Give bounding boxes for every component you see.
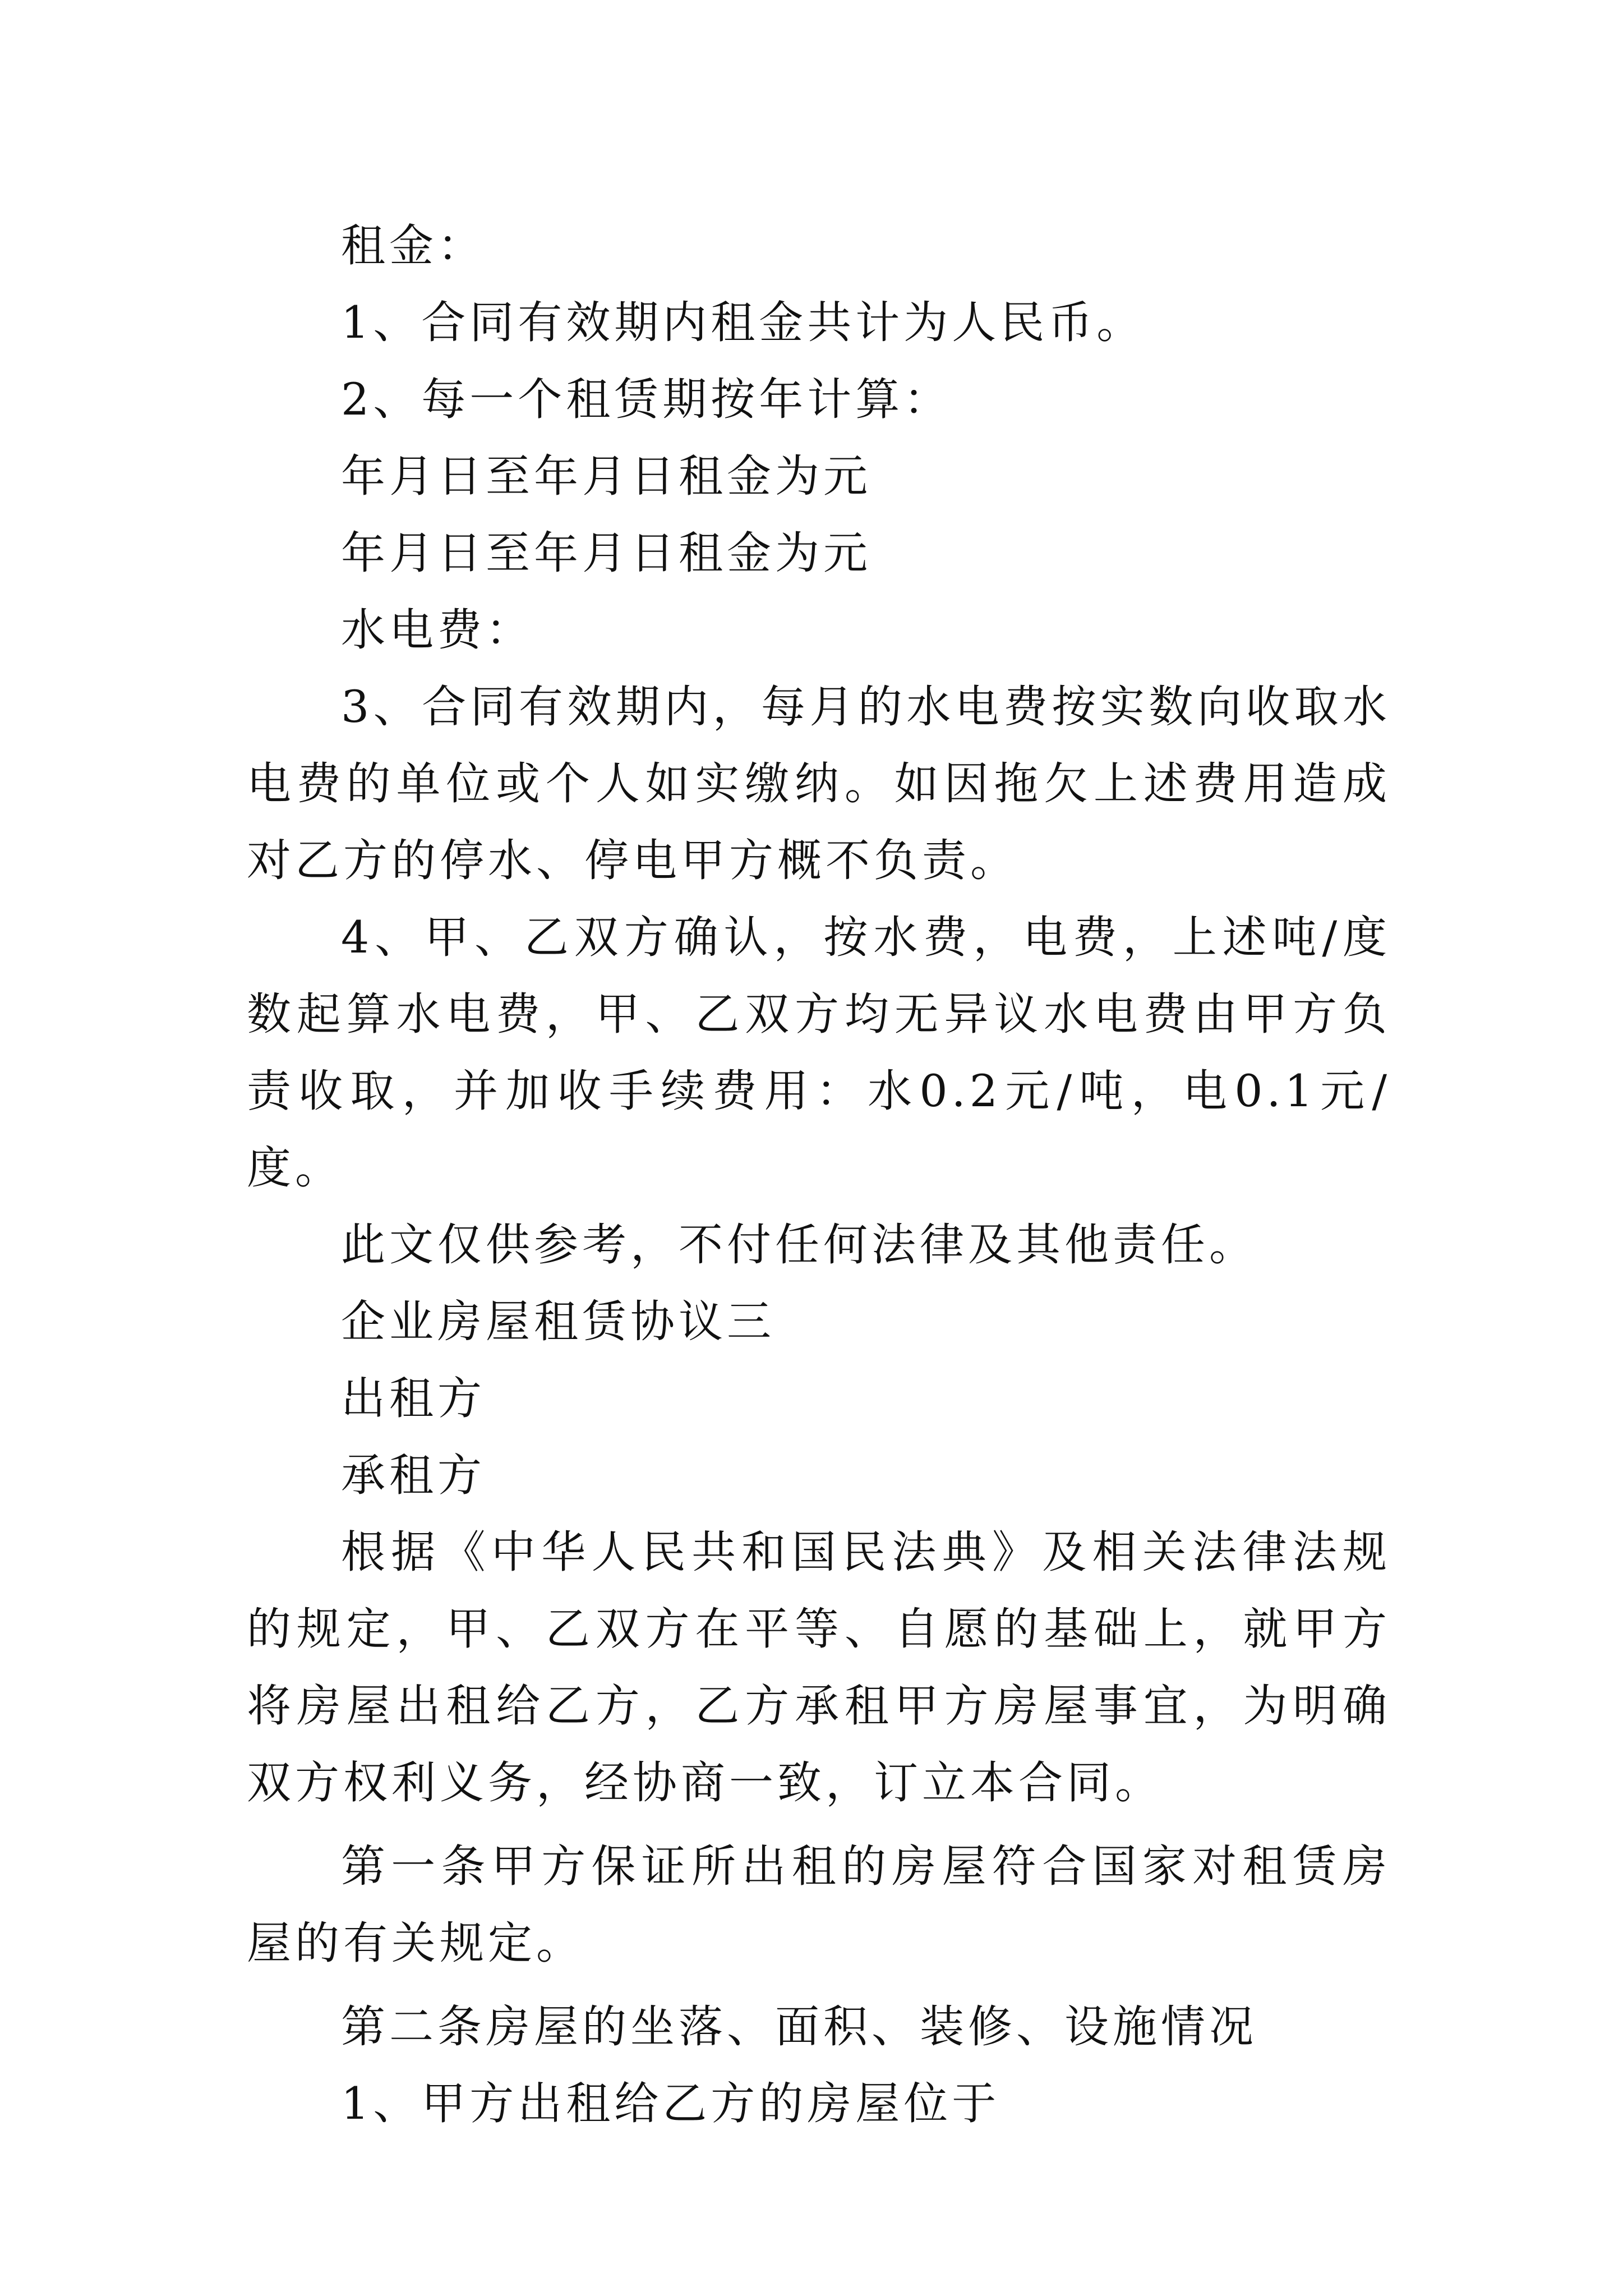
paragraph-rent-total: 1、合同有效期内租金共计为人民币。 xyxy=(341,297,1145,348)
paragraph-lessee: 承租方 xyxy=(341,1450,486,1501)
paragraph-article-one: 第一条甲方保证所出租的房屋符合国家对租赁房屋的有关规定。 xyxy=(247,1841,1391,1969)
paragraph-utilities-confirmation: 4、甲、乙双方确认，按水费，电费，上述吨/度数起算水电费，甲、乙双方均无异议水电费由甲方负责收取，并加收手续费用：水0.2元/吨，电0.1元/度。 xyxy=(247,912,1391,1194)
paragraph-utilities-payment: 3、合同有效期内，每月的水电费按实数向收取水电费的单位或个人如实缴纳。如因拖欠上述费用造成对乙方的停水、停电甲方概不负责。 xyxy=(247,681,1391,886)
paragraph-rent-period: 2、每一个租赁期按年计算： xyxy=(341,374,952,425)
paragraph-disclaimer: 此文仅供参考，不付任何法律及其他责任。 xyxy=(341,1219,1257,1271)
paragraph-utilities-heading: 水电费： xyxy=(341,604,534,656)
paragraph-rent-heading: 租金： xyxy=(341,220,486,272)
paragraph-rent-line-1: 年月日至年月日租金为元 xyxy=(341,450,872,502)
paragraph-rent-line-2: 年月日至年月日租金为元 xyxy=(341,527,872,579)
paragraph-agreement-title: 企业房屋租赁协议三 xyxy=(341,1296,775,1347)
paragraph-lessor: 出租方 xyxy=(341,1373,486,1424)
paragraph-article-two: 第二条房屋的坐落、面积、装修、设施情况 xyxy=(341,2001,1257,2053)
document-body xyxy=(247,208,1391,2142)
paragraph-property-location: 1、甲方出租给乙方的房屋位于 xyxy=(341,2078,1000,2129)
paragraph-legal-basis: 根据《中华人民共和国民法典》及相关法律法规的规定，甲、乙双方在平等、自愿的基础上，就甲方将房屋出租给乙方，乙方承租甲方房屋事宜，为明确双方权利义务，经协商一致，订立本合同。 xyxy=(247,1526,1391,1809)
